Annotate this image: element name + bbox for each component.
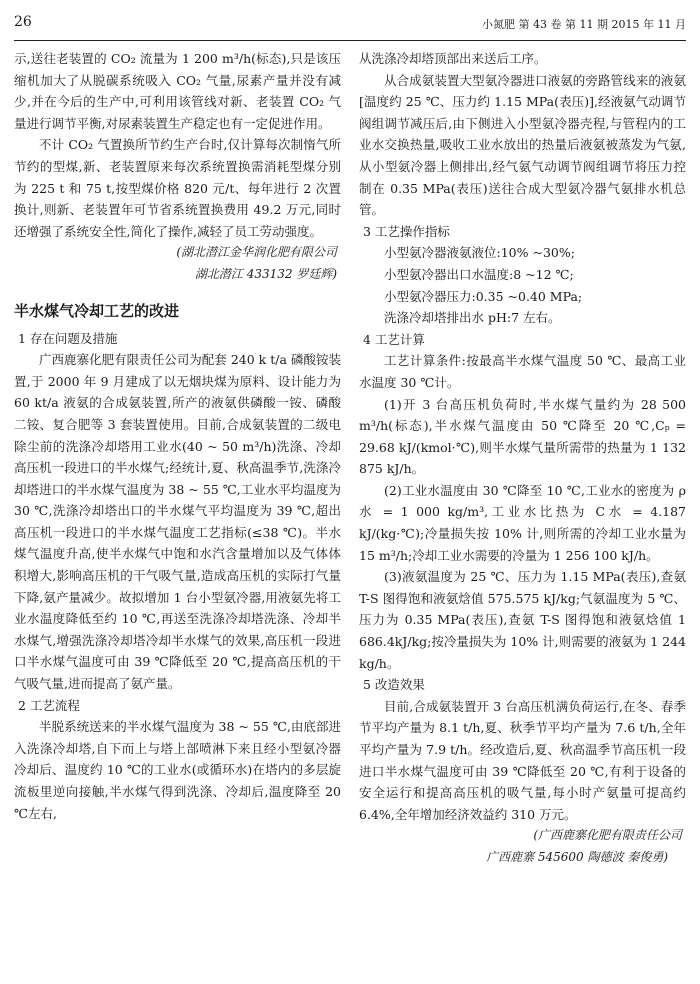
list-item: 洗涤冷却塔排出水 pH:7 左右。 [384, 310, 561, 326]
section-5-paragraph: 目前,合成氨装置开 3 台高压机满负荷运行,在冬、春季节平均产量为 8.1 t/h,夏、秋季节平均产量为 7.6 t/h,全年平均产量为 7.9 t/h。经改造后,夏、秋高温季节高压机一段进口半水煤气温度可由 39 ℃降低至 20 ℃,有利于设备的安全运行和提高高压机的吸气量,每小时产氨量可提高约6.4%,全年增加经济效益约 310 万元。 [359, 698, 686, 822]
paragraph-continuation: 从洗涤冷却塔顶部出来送后工序。 [359, 51, 547, 66]
paragraph-process: 从合成氨装置大型氨冷器进口液氨的旁路管线来的液氨[温度约 25 ℃、压力约 1.15 MPa(表压)],经液氨气动调节阀组调节减压后,由下侧进入小型氨冷器壳程,与管程内的工业水交换热量,吸收工业水放出的热量后液氨被蒸发为气氨,从小型氨冷器上侧排出,经气氨气动调节阀组调节将压力控制在 0.35 MPa(表压)送往合成大型氨冷器气氨排水机总管。 [359, 72, 686, 218]
paragraph-cost-saving: 不计 CO₂ 气置换所节约生产台时,仅计算每次制惰气所节约的型煤,新、老装置原来每次系统置换需消耗型煤分别为 225 t 和 75 t,按型煤价格 820 元/t、每年进行 2 次置换计,则新、老装置年可节省系统置换费用 49.2 万元,同时还增强了系统安全性,简化了操作,减轻了员工劳动强度。 [14, 137, 341, 239]
running-title: 小氮肥 第 43 卷 第 11 期 2015 年 11 月 [482, 18, 686, 31]
author-affiliation: (广西鹿寨化肥有限责任公司 [533, 828, 682, 843]
article-title: 半水煤气冷却工艺的改进 [14, 301, 180, 320]
section-1-heading: 1 存在问题及措施 [18, 330, 118, 346]
list-item: 小型氨冷器压力:0.35 ~0.40 MPa; [384, 288, 583, 304]
page-number: 26 [14, 14, 32, 30]
right-column [359, 48, 686, 869]
section-5-heading: 5 改造效果 [363, 677, 425, 693]
author-address: 湖北潜江 433132 罗廷辉) [194, 266, 337, 281]
author-address: 广西鹿寨 545600 陶德波 秦俊勇) [486, 849, 668, 864]
calc-step-3-paragraph: (3)液氨温度为 25 ℃、压力为 1.15 MPa(表压),查氨 T-S 图得饱和液氨焓值 575.575 kJ/kg;气氨温度为 5 ℃、压力为 0.35 MPa(表压),查氨 T-S 图得饱和液氨焓值 1 686.4kJ/kg;按冷量损失为 10% 计,则需要的液氨为 1 244 kg/h。 [359, 569, 686, 671]
author-affiliation: (湖北潜江金华润化肥有限公司 [176, 245, 337, 260]
page-header [14, 0, 686, 41]
section-2-paragraph: 半脱系统送来的半水煤气温度为 38 ~ 55 ℃,由底部进入洗涤冷却塔,自下而上与塔上部喷淋下来且经小型氨冷器冷却后、温度约 10 ℃的工业水(或循环水)在塔内的多层旋流板里逆向接触,半水煤气得到洗涤、冷却后,温度降至 20 ℃左右, [14, 719, 341, 821]
section-4-heading: 4 工艺计算 [363, 331, 425, 347]
list-item: 小型氨冷器出口水温度:8 ~12 ℃; [384, 266, 574, 282]
calc-step-2-paragraph: (2)工业水温度由 30 ℃降至 10 ℃,工业水的密度为 ρ水 = 1 000 kg/m³,工业水比热为 C水 = 4.187 kJ/(kg·℃);冷量损失按 10% 计,则所需的冷却工业水量为 15 m³/h;冷却工业水需要的冷量为 1 256 100 kJ/h。 [359, 482, 686, 563]
section-1-paragraph: 广西鹿寨化肥有限责任公司为配套 240 k t/a 磷酸铵装置,于 2000 年 9 月建成了以无烟块煤为原料、设计能力为 60 kt/a 液氨的合成氨装置,所产的液氨供磷酸一铵、磷酸二铵、复合肥等 3 套装置使用。目前,合成氨装置的二级电除尘前的洗涤冷却塔用工业水(40 ~ 50 m³/h)洗涤、冷却高压机一段进口的半水煤气;经统计,夏、秋高温季节,洗涤冷却塔进口的半水煤气温度为 38 ~ 55 ℃,工业水平均温度为 30 ℃,洗涤冷却塔出口的半水煤气平均温度为 39 ℃,超出高压机一段进口的半水煤气温度工艺指标(≤38 ℃)。半水煤气温度升高,使半水煤气中饱和水汽含量增加以及气体体积增大,影响高压机的干气吸气量,造成高压机的实际打气量下降,氨产量减少。故拟增加 1 台小型氨冷器,用液氨先将工业水温度降低至约 10 ℃,再送至洗涤冷却塔洗涤、冷却半水煤气,增强洗涤冷却塔冷却半水煤气的效果,高压机一段进口半水煤气温度可由 39 ℃降低至 20 ℃,提高高压机的干气吸气量,进而提高了氨产量。 [14, 352, 341, 692]
section-3-heading: 3 工艺操作指标 [363, 223, 450, 239]
paragraph-continuation: 示,送往老装置的 CO₂ 流量为 1 200 m³/h(标态),只是该压缩机加大了从脱碳系统吸入 CO₂ 气量,尿素产量并没有减少,并在今后的生产中,可利用该管线对新、老装置 CO₂ 气量进行调节平衡,对尿素装置生产稳定也有一定促进作用。 [14, 51, 341, 131]
list-item: 小型氨冷器液氨液位:10% ~30%; [384, 245, 575, 261]
section-2-heading: 2 工艺流程 [18, 697, 80, 713]
calc-step-1-paragraph: (1)开 3 台高压机负荷时,半水煤气量约为 28 500 m³/h(标态),半水煤气温度由 50 ℃降至 20 ℃,Cₚ = 29.68 kJ/(kmol·℃),则半水煤气量所需带的热量为 1 132 875 kJ/h。 [359, 396, 686, 477]
calc-conditions-paragraph: 工艺计算条件:按最高半水煤气温度 50 ℃、最高工业水温度 30 ℃计。 [359, 353, 686, 390]
left-column [14, 48, 341, 824]
operating-indicators-list [359, 242, 686, 328]
